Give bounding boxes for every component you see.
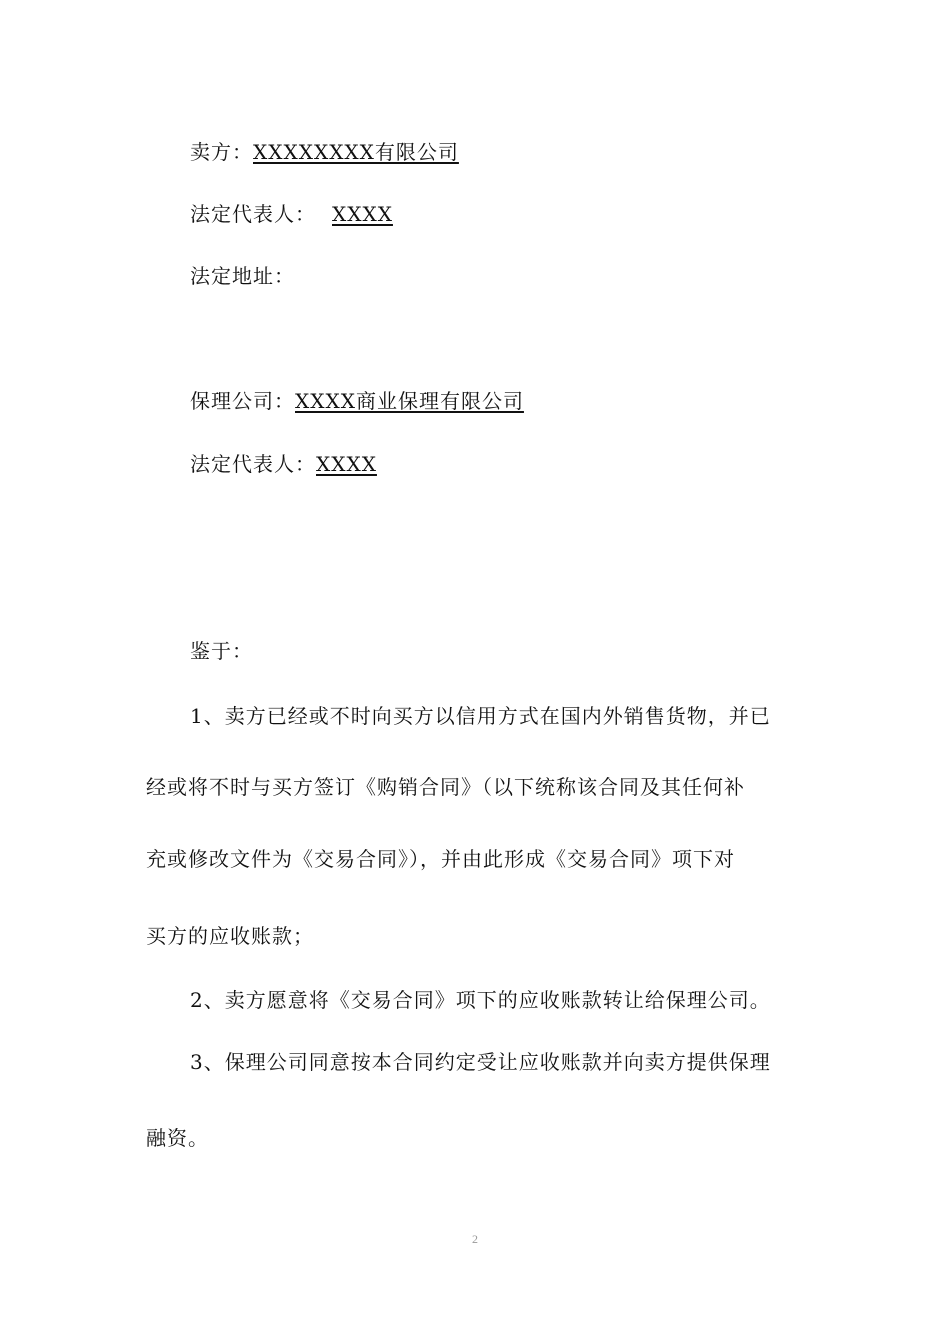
seller-address-label: 法定地址：: [190, 264, 295, 288]
factor-rep-name: XXXX: [316, 452, 377, 476]
recital-2: 2、卖方愿意将《交易合同》项下的应收账款转让给保理公司。: [190, 988, 771, 1012]
factor-rep-line: [190, 450, 377, 478]
recital-1-line-2: 经或将不时与买方签订《购销合同》（以下统称该合同及其任何补: [146, 775, 745, 799]
recital-1-line-3: 充或修改文件为《交易合同》），并由此形成《交易合同》项下对: [146, 847, 735, 871]
recital-3-line-1: 3、保理公司同意按本合同约定受让应收账款并向卖方提供保理: [190, 1050, 771, 1074]
recitals-heading: 鉴于：: [190, 639, 253, 663]
factor-rep-label: 法定代表人：: [190, 452, 316, 476]
seller-rep-line: [190, 200, 393, 228]
factor-line: [190, 387, 524, 415]
factor-name: XXXX商业保理有限公司: [295, 389, 524, 413]
seller-rep-name: XXXX: [332, 202, 393, 226]
factor-label: 保理公司：: [190, 389, 295, 413]
recital-3-line-2: 融资。: [146, 1126, 209, 1150]
recital-1-line-1: 1、卖方已经或不时向买方以信用方式在国内外销售货物，并已: [190, 704, 771, 728]
page-number: 2: [472, 1232, 478, 1246]
seller-rep-label: 法定代表人：: [190, 202, 316, 226]
seller-label: 卖方：: [190, 140, 253, 164]
seller-name: XXXXXXXX有限公司: [253, 140, 459, 164]
recital-1-line-4: 买方的应收账款；: [146, 924, 314, 948]
seller-line: [190, 138, 459, 166]
seller-address-line: [190, 262, 295, 290]
